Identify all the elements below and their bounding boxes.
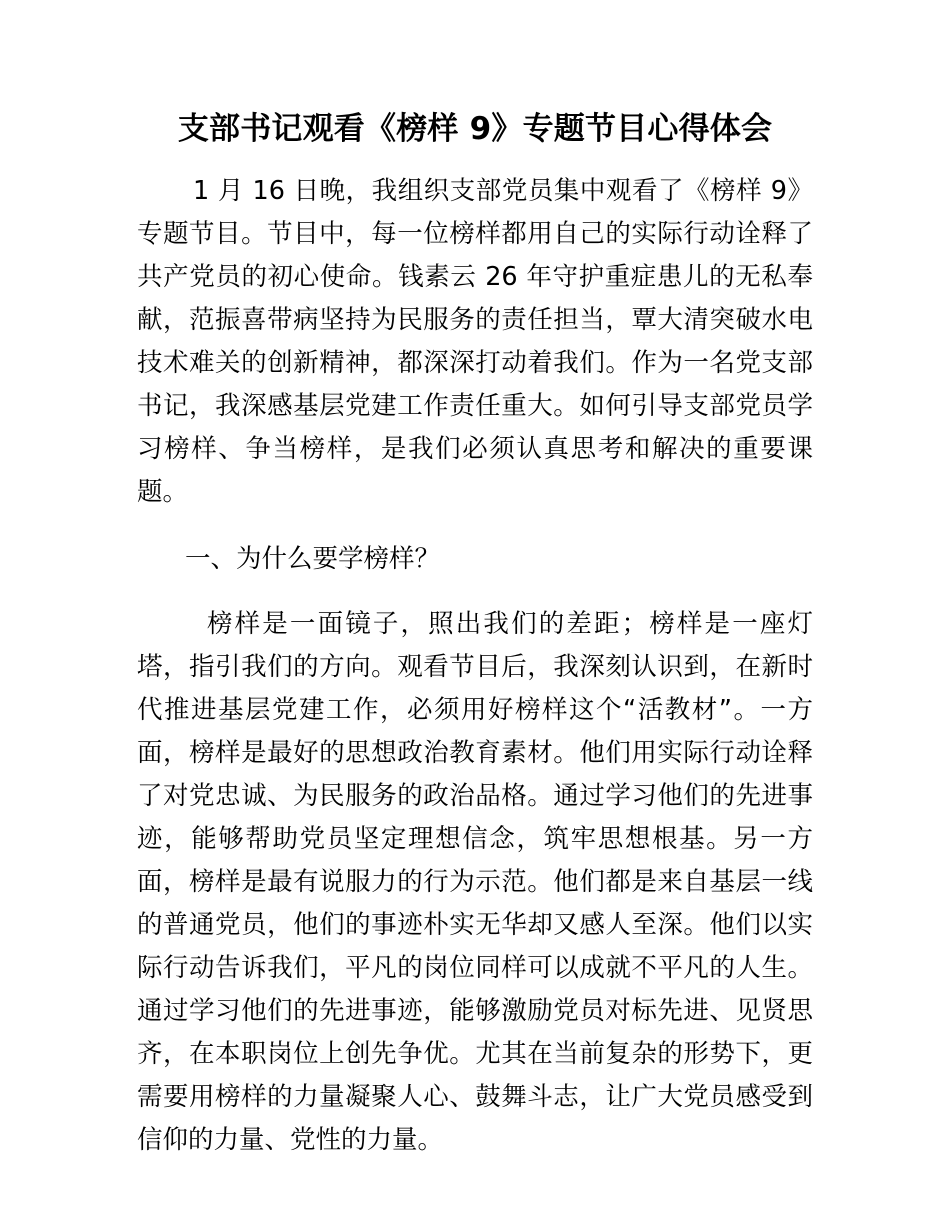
page-title: 支部书记观看《榜样 9》专题节目心得体会 [177,111,773,147]
section-heading-one: 一、为什么要学榜样？ [185,544,441,574]
document-body [137,0,813,1162]
paragraph-section-one-body: 榜样是一面镜子，照出我们的差距；榜样是一座灯塔，指引我们的方向。观看节目后，我深刻认识到，在新时代推进基层党建工作，必须用好榜样这个“活教材”。一方面，榜样是最好的思想政治教育素材。他们用实际行动诠释了对党忠诚、为民服务的政治品格。通过学习他们的先进事迹，能够帮助党员坚定理想信念，筑牢思想根基。另一方面，榜样是最有说服力的行为示范。他们都是来自基层一线的普通党员，他们的事迹朴实无华却又感人至深。他们以实际行动告诉我们，平凡的岗位同样可以成就不平凡的人生。通过学习他们的先进事迹，能够激励党员对标先进、见贤思齐，在本职岗位上创先争优。尤其在当前复杂的形势下，更需要用榜样的力量凝聚人心、鼓舞斗志，让广大党员感受到信仰的力量、党性的力量。 [137,609,813,1155]
paragraph-intro: 1 月 16 日晚，我组织支部党员集中观看了《榜样 9》专题节目。节目中，每一位榜样都用自己的实际行动诠释了共产党员的初心使命。钱素云 26 年守护重症患儿的无私奉献，范振喜带病坚持为民服务的责任担当，覃大清突破水电技术难关的创新精神，都深深打动着我们。作为一名党支部书记，我深感基层党建工作责任重大。如何引导支部党员学习榜样、争当榜样，是我们必须认真思考和解决的重要课题。 [137,176,813,507]
